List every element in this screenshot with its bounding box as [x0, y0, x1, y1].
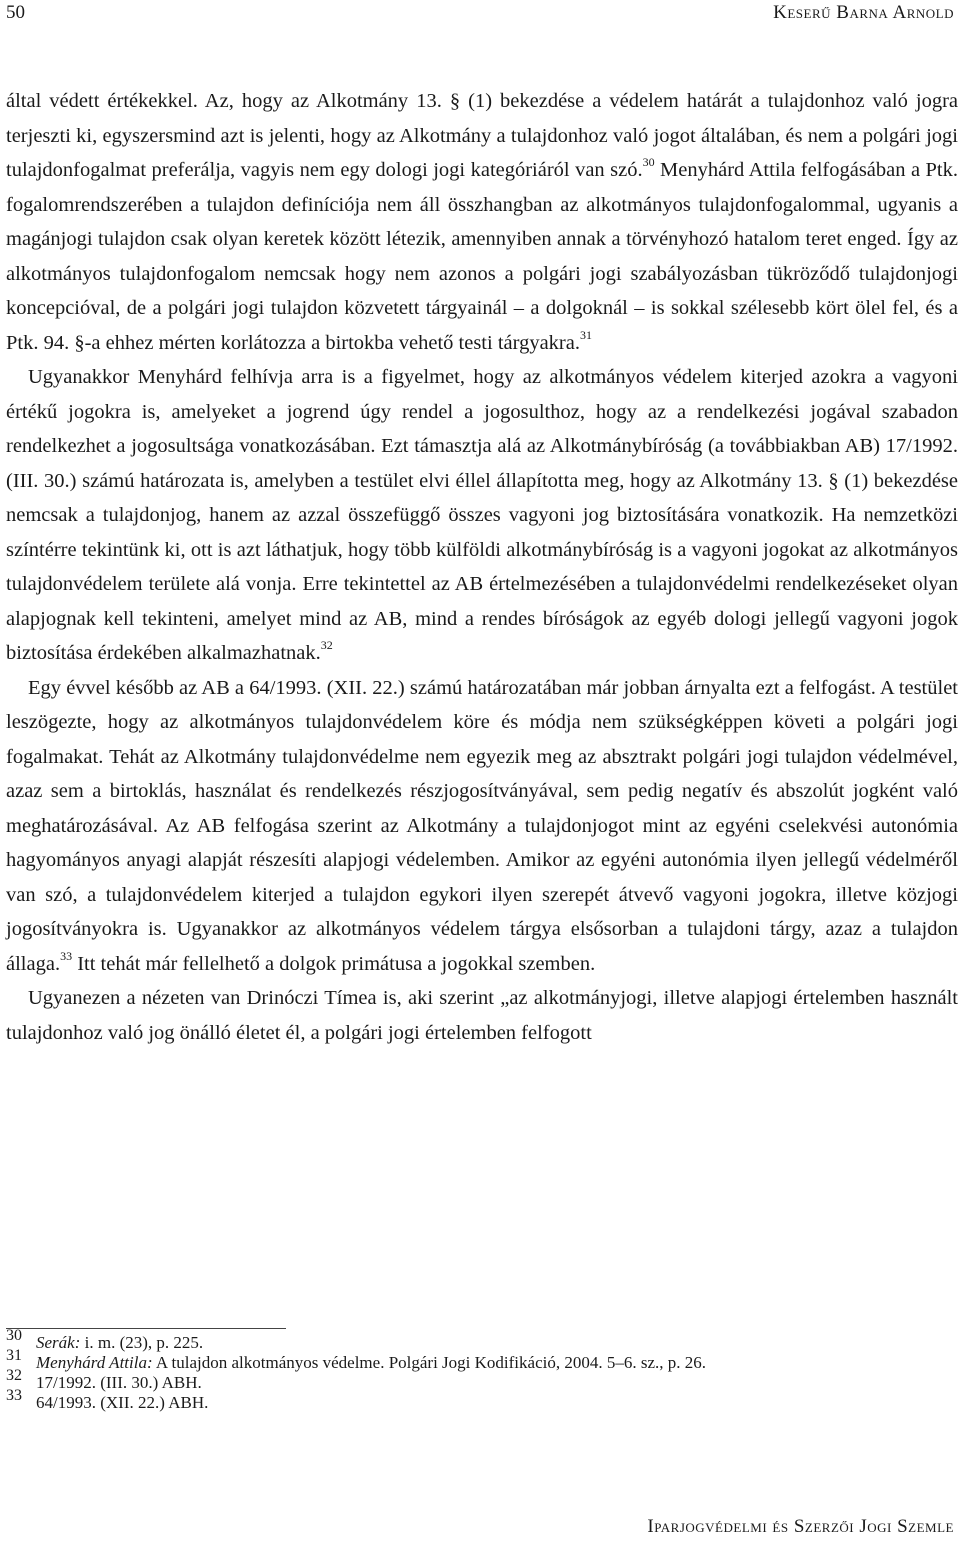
page-number: 50	[6, 2, 25, 23]
text-run: Ugyanezen a nézeten van Drinóczi Tímea is, aki szerint „az alkotmányjogi, illetve alapjogi értelemben használt tulajdonhoz való jog önálló életet él, a polgári jogi értelemben felfogott	[6, 987, 958, 1044]
text-run: Egy évvel később az AB a 64/1993. (XII. 22.) számú határozatában már jobban árnyalta ezt a felfogást. A testület leszögezte, hogy az alkotmányos tulajdonvédelem köre és módja nem szükségképpen követi a polgári jogi fogalmakat. Tehát az Alkotmány tulajdonvédelme nem egyezik meg az absztrakt polgári jogi tulajdon védelmével, azaz sem a birtoklás, használat és rendelkezés részjogosítványával, sem pedig negatív és abszolút jogként való meghatározásával. Az AB felfogása szerint az Alkotmány a tulajdonjogot mint az egyéni cselekvési autonómia hagyományos anyagi alapját részesíti alapjogi védelemben. Amikor az egyéni autonómia ilyen jellegű védelméről van szó, a tulajdonvédelem kiterjed a tulajdon egykori ilyen szerepét átvevő vagyoni jogokra, illetve közjogi jogosítványokra is. Ugyanakkor az alkotmányos védelem tárgya elsősorban a tulajdoni tárgy, azaz a tulajdon állaga.	[6, 676, 958, 975]
footnote-ref-31[interactable]: 31	[579, 327, 592, 342]
journal-title: Iparjogvédelmi és Szerzői Jogi Szemle	[647, 1516, 954, 1537]
text-run: Itt tehát már fellelhető a dolgok primátusa a jogokkal szemben.	[72, 952, 596, 975]
body-text	[6, 84, 958, 1050]
footnote-number: 32	[6, 1367, 22, 1384]
footnote-author: Menyhárd Attila:	[36, 1353, 153, 1372]
text-run: Ugyanakkor Menyhárd felhívja arra is a figyelmet, hogy az alkotmányos védelem kiterjed azokra a vagyoni értékű jogokra is, amelyeket a jogrend úgy rendel a jogosulthoz, hogy az a rendelkezési jogával szabadon rendelkezhet a jogosultsága vonatkozásában. Ezt támasztja alá az Alkotmánybíróság (a továbbiakban AB) 17/1992. (III. 30.) számú határozata is, amelyben a testület elvi éllel állapította meg, hogy az Alkotmány 13. § (1) bekezdése nemcsak a tulajdonjog, hanem az azzal összefüggő összes vagyoni jog biztosítására vonatkozik. Ha nemzetközi színtérre tekintünk ki, ott is azt láthatjuk, hogy több külföldi alkotmánybíróság is a vagyoni jogokat az alkotmányos tulajdonvédelem területe alá vonja. Erre tekintettel az AB értelmezésében a tulajdonvédelmi rendelkezéseket olyan alapjognak kell tekinteni, amelyet mind az AB, mind a rendes bíróságok az egyéb dologi jellegű vagyoni jogok biztosítása érdekében alkalmazhatnak.	[6, 366, 958, 664]
footnote-text: 17/1992. (III. 30.) ABH.	[36, 1373, 202, 1392]
paragraph-1	[6, 84, 958, 360]
footnote-ref-33[interactable]: 33	[60, 948, 73, 963]
footnote-number: 31	[6, 1347, 22, 1364]
footnote-32	[6, 1367, 958, 1393]
footnote-30	[6, 1327, 958, 1353]
footnote-text: i. m. (23), p. 225.	[80, 1333, 204, 1352]
paragraph-3	[6, 671, 958, 982]
paragraph-2	[6, 360, 958, 671]
footnote-ref-32[interactable]: 32	[320, 638, 333, 653]
footnote-text: A tulajdon alkotmányos védelme. Polgári Jogi Kodifikáció, 2004. 5–6. sz., p. 26.	[152, 1353, 707, 1372]
footnote-31	[6, 1347, 958, 1373]
text-run: által védett értékekkel. Az, hogy az Alkotmány 13. § (1) bekezdése a védelem határát a tulajdonhoz való jogra terjeszti ki, egyszersmind azt is jelenti, hogy az Alkotmány a tulajdonhoz való jogot általában, és nem a polgári jogi tulajdonfogalmat preferálja, vagyis nem egy dologi jogi kategóriáról van szó.	[6, 90, 958, 181]
footnote-number: 33	[6, 1387, 22, 1404]
footnote-text: 64/1993. (XII. 22.) ABH.	[36, 1393, 209, 1412]
footnote-ref-30[interactable]: 30	[642, 155, 655, 170]
running-title: Keserű Barna Arnold	[773, 2, 954, 23]
text-run: Menyhárd Attila felfogásában a Ptk. fogalomrendszerében a tulajdon definíciója nem áll összhangban az alkotmányos tulajdonfogalommal, ugyanis a magánjogi tulajdon csak olyan keretek között létezik, amennyiben annak a törvényhozó hatalom teret enged. Így az alkotmányos tulajdonfogalom nemcsak hogy nem azonos a polgári jogi szabályozásban tükröződő tulajdonjogi koncepcióval, de a polgári jogi tulajdon közvetett tárgyainál – a dolgoknál – is sokkal szélesebb kört ölel fel, és a Ptk. 94. §-a ehhez mérten korlátozza a birtokba vehető testi tárgyakra.	[6, 159, 958, 354]
footnotes	[6, 1327, 958, 1413]
paragraph-4	[6, 981, 958, 1050]
footnote-author: Serák:	[36, 1333, 81, 1352]
footnote-number: 30	[6, 1327, 22, 1344]
footnote-divider	[6, 1328, 286, 1329]
footnote-33	[6, 1387, 958, 1413]
page-footer	[647, 1516, 954, 1538]
page-header	[6, 2, 954, 26]
